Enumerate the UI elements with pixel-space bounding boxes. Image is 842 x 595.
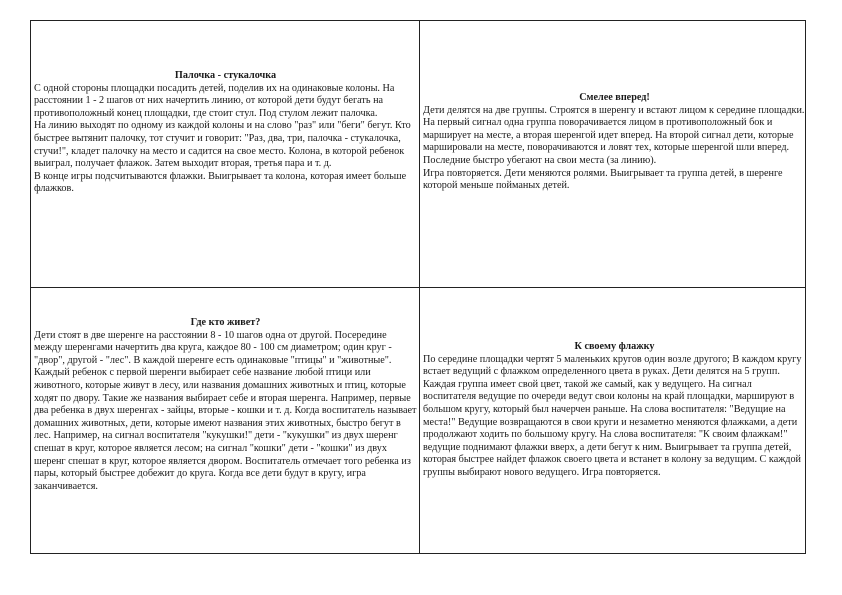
card-title: К своему флажку bbox=[574, 341, 655, 352]
card-paragraph: С одной стороны площадки посадить детей, поделив их на одинаковые колоны. На расстоянии 1 - 2 шагов от них начертить линию, от которой дети будут бегать на противоположный конец площадки, где стоит стул. Под стулом лежит палочка. bbox=[34, 82, 395, 119]
card-gde-kto-zhivet bbox=[34, 317, 417, 493]
card-smelee-vpered bbox=[423, 92, 806, 193]
card-paragraph: Игра повторяется. Дети меняются ролями. Выигрывает та группа детей, в шеренге которой меньше пойманых детей. bbox=[423, 167, 783, 192]
card-k-svoemu-flazhku bbox=[423, 341, 806, 480]
card-title: Где кто живет? bbox=[190, 317, 261, 328]
card-paragraph: Каждый ребенок с первой шеренги выбирает себе название любой птици или животного, которые живут в лесу, или названия домашних животных и птиц, которые ходят по двору. Такие же названия выбирает себе и вторая шеренга. Например, первые два ребенка в двух шеренгах - зайцы, вторые - кошки и т. д. Когда воспитатель называет домашних животных, дети, которые имеют названия этих животных, быстро бегут в лес. Например, на сигнал воспитателя "кукушки!" дети - "кукушки" из двух шеренг спешат в круг, которое является лесом; на сигнал "кошки" дети - "кошки" из двух шеренг спешат в круг, которое является двором. Воспитатель отмечает того ребенка из пары, который быстрее добежит до круга. Когда все дети будут в кругу, игра заканчивается. bbox=[34, 367, 417, 492]
card-paragraph: На линию выходят по одному из каждой колоны и на слово "раз" или "беги" бегут. Кто быстрее вытянит палочку, тот стучит и говорит: "Раз, два, три, палочка - стукалочка, стучи!", кладет палочку на место и садится на свое место. Колона, в которой ребенок выиграл, получает флажок. Затем выходит вторая, третья пара и т. д. bbox=[34, 120, 411, 170]
card-palochka bbox=[34, 70, 417, 196]
card-title: Палочка - стукалочка bbox=[174, 70, 277, 81]
card-title: Смелее вперед! bbox=[579, 92, 650, 103]
card-paragraph: По середине площадки чертят 5 маленьких кругов один возле другого; В каждом кругу встает ведущий с флажком определенного цвета в руках. Дети делятся на 5 групп. Каждая группа имеет свой цвет, такой же самый, как у ведущего. На сигнал воспитателя ведущие по очереди ведут свои колоны на край площадки, маршируют в большом кругу, который был начерчен раньше. На слова воспитателя: "Ведущие на места!" Ведущие возвращаются в свои круги и незаметно меняются флажками, а дети продолжают ходить по большому кругу. На слова воспитателя: "К своим флажкам!" ведущие поднимают флажки вверх, а дети бегут к ним. Выигрывает та группа детей, которая быстрее найдет флажок своего цвета и встанет в колону за ведущим. С каждой группы выбирают нового ведущего. Игра повторяется. bbox=[423, 353, 802, 478]
card-paragraph: Дети делятся на две группы. Строятся в шеренгу и встают лицом к середине площадки. На первый сигнал одна группа поворачивается лицом в противоположный бок и марширует на месте, а вторая шеренгой идет вперед. На второй сигнал дети, которые маршировали на месте, поворачиваются и ловят тех, которые шеренгой шли вперед. Последние быстро убегают на свои места (за линию). bbox=[423, 104, 805, 166]
card-paragraph: В конце игры подсчитываются флажки. Выигрывает та колона, которая имеет больше флажков. bbox=[34, 170, 407, 195]
row-divider bbox=[31, 287, 805, 288]
card-paragraph: Дети стоят в две шеренге на расстоянии 8 - 10 шагов одна от другой. Посередине между шеренгами начертить два круга, каждое 80 - 100 см диаметром; один круг - "двор", другой - "лес". В каждой шеренге есть одинаковые "птицы" и "животные". bbox=[34, 329, 392, 366]
game-cards-table bbox=[30, 20, 806, 554]
